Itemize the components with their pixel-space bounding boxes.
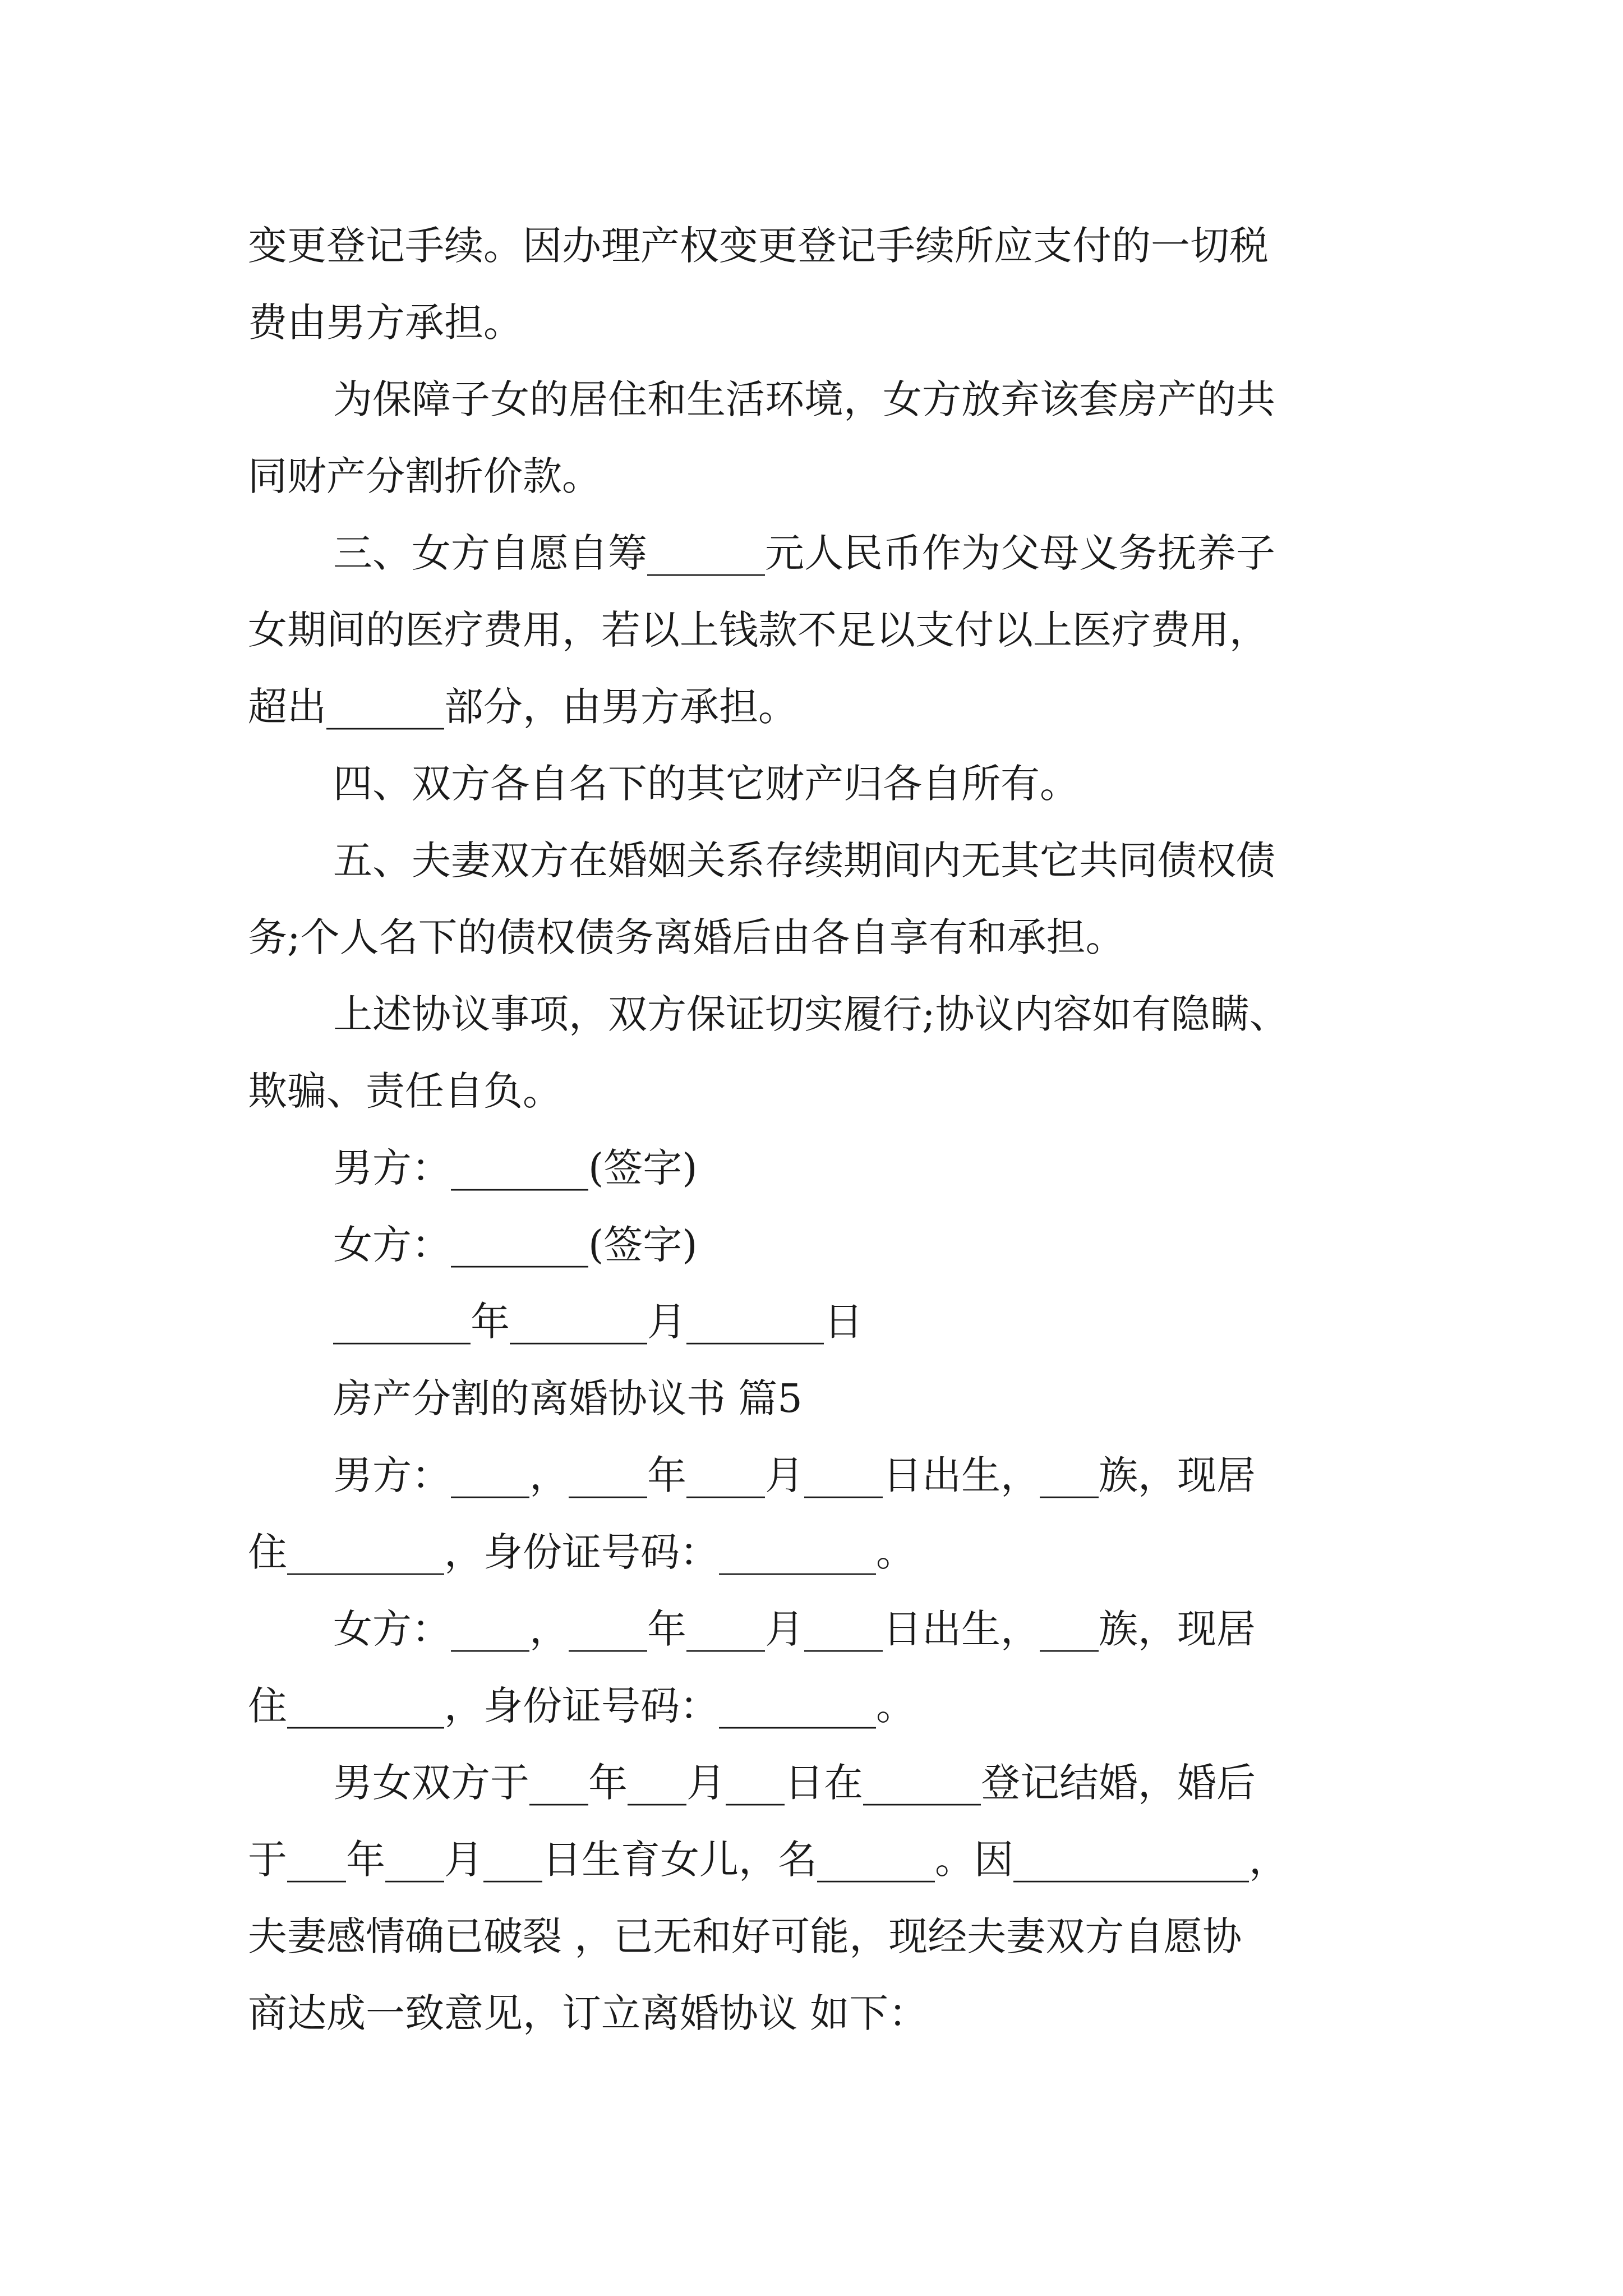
text-line: 为保障子女的居住和生活环境，女方放弃该套房产的共	[333, 376, 1275, 422]
text-line: 变更登记手续。因办理产权变更登记手续所应支付的一切税	[248, 223, 1269, 269]
text-line: 同财产分割折价款。	[248, 453, 601, 499]
date-line: _______年_______月_______日	[333, 1299, 863, 1345]
text-line: 于___年___月___日生育女儿，名______。因____________，	[248, 1837, 1288, 1883]
text-line: 欺骗、责任自负。	[248, 1068, 562, 1114]
document-body	[248, 208, 1375, 2052]
section-heading: 房产分割的离婚协议书 篇5	[333, 1375, 803, 1421]
text-line: 费由男方承担。	[248, 300, 523, 346]
clause-5-line: 五、夫妻双方在婚姻关系存续期间内无其它共同债权债	[333, 838, 1275, 884]
female-info-line: 女方：____，____年____月____日出生，___族，现居	[333, 1606, 1256, 1652]
male-info-line: 男方：____，____年____月____日出生，___族，现居	[333, 1452, 1256, 1498]
female-signature-line: 女方：_______(签字)	[333, 1222, 698, 1268]
clause-4-line: 四、双方各自名下的其它财产归各自所有。	[333, 761, 1079, 807]
text-line: 女期间的医疗费用，若以上钱款不足以支付以上医疗费用，	[248, 607, 1269, 653]
text-line: 夫妻感情确已破裂 ，已无和好可能，现经夫妻双方自愿协	[248, 1913, 1242, 1959]
text-line: 住________，身份证号码：________。	[248, 1683, 915, 1729]
text-line: 务;个人名下的债权债务离婚后由各自享有和承担。	[248, 914, 1125, 960]
marriage-info-line: 男女双方于___年___月___日在______登记结婚，婚后	[333, 1760, 1256, 1806]
text-line: 住________，身份证号码：________。	[248, 1529, 915, 1575]
text-line: 超出______部分，由男方承担。	[248, 684, 797, 730]
clause-3-line: 三、女方自愿自筹______元人民币作为父母义务抚养子	[333, 530, 1275, 576]
text-line: 上述协议事项，双方保证切实履行;协议内容如有隐瞒、	[333, 991, 1289, 1037]
male-signature-line: 男方：_______(签字)	[333, 1145, 698, 1191]
text-line: 商达成一致意见，订立离婚协议 如下：	[248, 1990, 928, 2036]
